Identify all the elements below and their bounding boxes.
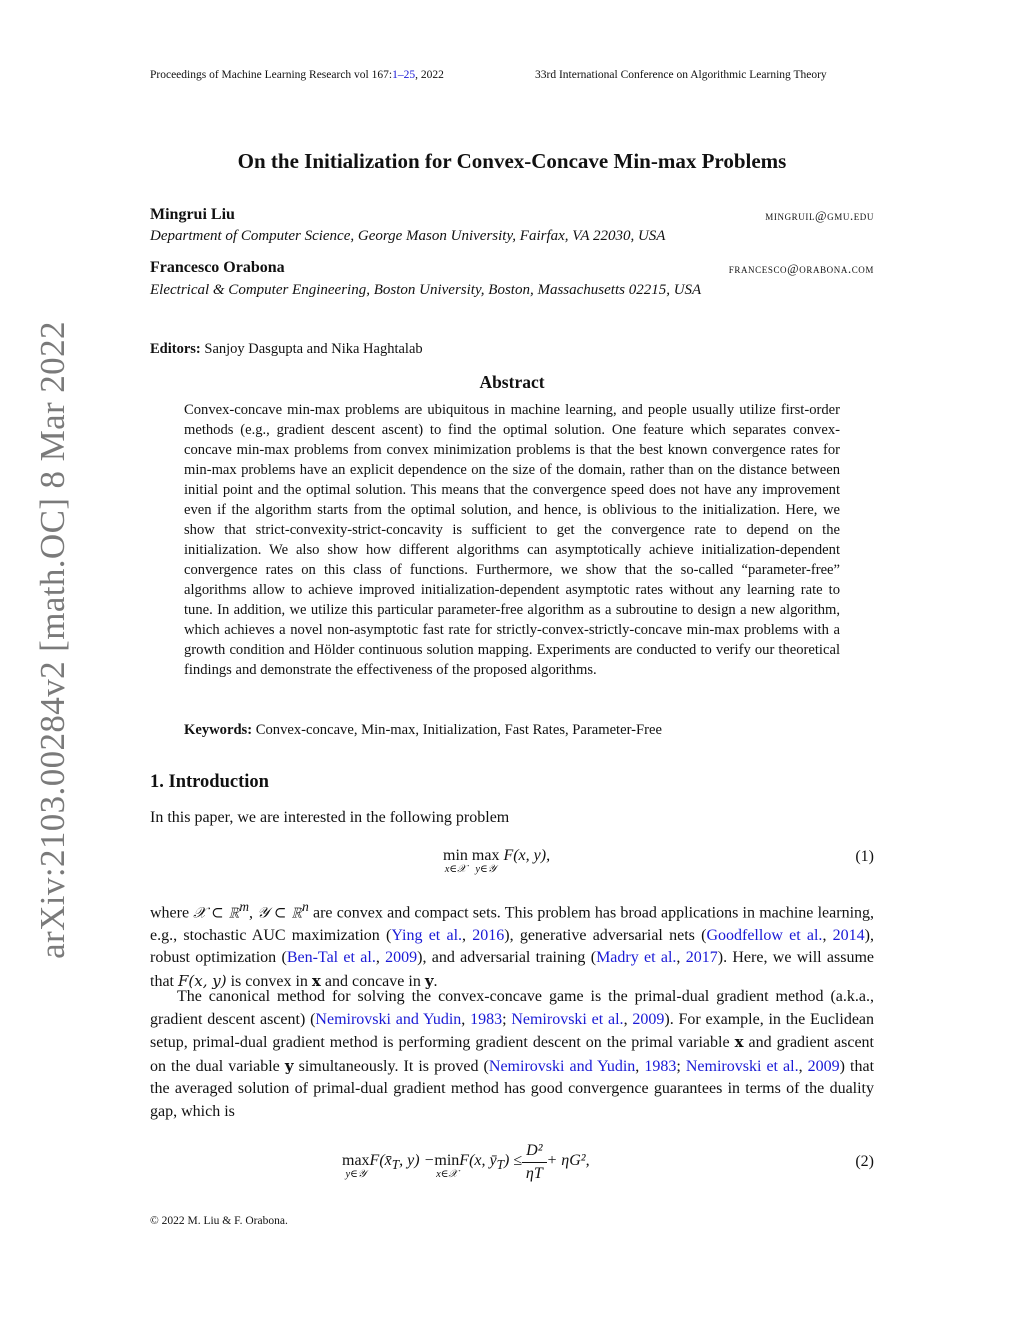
equation-2: max y∈𝒴 $F(x̄_T$, y) − min x∈𝒳 F(x, $ȳ_T$) ≤ $\frac{\text{D²}}{\eta T}$ + ηG², (2) — [150, 1140, 874, 1190]
author-email: mingruil@gmu.edu — [765, 209, 874, 223]
citation-link[interactable]: Nemirovski et al. — [685, 1057, 799, 1075]
abstract-heading: Abstract — [479, 372, 545, 392]
citation-year-link[interactable]: 2009 — [385, 949, 418, 967]
citation-link[interactable]: Nemirovski and Yudin — [315, 1010, 462, 1028]
first-page-link[interactable]: 1 — [392, 69, 398, 81]
citation-link[interactable]: Madry et al. — [596, 949, 677, 967]
abstract-body: Convex-concave min-max problems are ubiquitous in machine learning, and people usually utilize first-order methods (e.g., gradient descent ascent) to find the optimal solution. One feature which separates convex-concave min-max problems from convex minimization problems is that the best known convergence rates for min-max problems have an explicit dependence on the size of the domain, rather than on the distance between initial point and the optimal solution. This means that the convergence speed does not have any improvement even if the algorithm starts from the optimal solution, and hence, is oblivious to the initialization. Here, we show that strict-convexity-strict-concavity is sufficient to get the convergence rate to depend on the initialization. We also show how different algorithms can asymptotically achieve initialization-dependent convergence rates on this class of functions. Furthermore, we show that the so-called “parameter-free” algorithms allow to achieve improved initialization-dependent asymptotic rates without any learning rate to tune. In addition, we utilize this particular parameter-free algorithm as a subroutine to design a new algorithm, which achieves a novel non-asymptotic fast rate for strictly-convex-strictly-concave min-max problems with a growth condition and Hölder continuous solution mapping. Experiments are conducted to verify our theoretical findings and demonstrate the effectiveness of the proposed algorithms. — [184, 402, 840, 678]
citation-link[interactable]: Goodfellow et al. — [706, 926, 823, 944]
copyright-notice: © 2022 M. Liu & F. Orabona. — [150, 1215, 288, 1227]
citation-link[interactable]: Ben-Tal et al. — [286, 949, 376, 967]
author-name: Mingrui Liu — [150, 206, 235, 223]
arxiv-stamp: arXiv:2103.00284v2 [math.OC] 8 Mar 2022 — [33, 321, 72, 959]
author-name: Francesco Orabona — [150, 259, 285, 276]
citation-year-link[interactable]: 2014 — [832, 926, 865, 944]
equation-number: (1) — [855, 848, 874, 865]
intro-paragraph-3: The canonical method for solving the convex-concave game is the primal-dual gradient method (a.k.a., gradient descent ascent) (Nemirovski and Yudin, 1983; Nemirovski et al., 2009). For example, in the Euclidean setup, primal-dual gradient method is performing gradient descent on the primal variable x and gradient ascent on the dual variable y simultaneously. It is proved (Nemirovski and Yudin, 1983; Nemirovski et al., 2009) that the averaged solution of primal-dual gradient method has good convergence guarantees in terms of the duality gap, which is — [150, 988, 875, 1120]
citation-link[interactable]: Ying et al. — [391, 926, 463, 944]
intro-paragraph-2: where 𝒳 ⊂ ℝ$^m$, 𝒴 ⊂ ℝ$^n$ are convex and compact sets. This problem has broad applications in machine learning, e.g., stochastic AUC maximization (Ying et al., 2016), generative adversarial nets (Goodfellow et al., 2014), robust optimization (Ben-Tal et al., 2009), and adversarial training (Madry et al., 2017). Here, we will assume that F(x, y) is convex in x and concave in y. — [150, 899, 875, 990]
citation-year-link[interactable]: 1983 — [470, 1010, 503, 1028]
paper-title: On the Initialization for Convex-Concave Min-max Problems — [237, 149, 787, 173]
citation-year-link[interactable]: 2009 — [807, 1057, 840, 1075]
citation-year-link[interactable]: 2016 — [472, 926, 505, 944]
intro-paragraph-1: In this paper, we are interested in the following problem — [150, 809, 510, 826]
last-page-link[interactable]: 25 — [403, 69, 416, 81]
section-heading: 1. Introduction — [150, 772, 269, 792]
citation-year-link[interactable]: 1983 — [644, 1057, 677, 1075]
fraction: $\frac{\text{D²}}{\eta T}$ — [522, 1140, 546, 1185]
citation-link[interactable]: Nemirovski and Yudin — [488, 1057, 636, 1075]
editors-line: Editors: Sanjoy Dasgupta and Nika Haghtalab — [150, 341, 423, 357]
equation-number: (2) — [855, 1153, 874, 1170]
citation-link[interactable]: Nemirovski et al. — [511, 1010, 624, 1028]
keywords-line: Keywords: Convex-concave, Min-max, Initialization, Fast Rates, Parameter-Free — [184, 722, 662, 738]
citation-year-link[interactable]: 2017 — [685, 949, 718, 967]
running-header-left: Proceedings of Machine Learning Research vol 167:1–25, 2022 — [150, 69, 444, 81]
author-affiliation: Electrical & Computer Engineering, Boston University, Boston, Massachusetts 02215, USA — [150, 282, 702, 298]
equation-1: min x∈𝒳 max y∈𝒴 F(x, y), (1) — [443, 847, 874, 875]
citation-year-link[interactable]: 2009 — [632, 1010, 665, 1028]
author-affiliation: Department of Computer Science, George Mason University, Fairfax, VA 22030, USA — [150, 228, 666, 244]
author-email: francesco@orabona.com — [728, 262, 874, 276]
running-header-right: 33rd International Conference on Algorithmic Learning Theory — [535, 69, 827, 81]
